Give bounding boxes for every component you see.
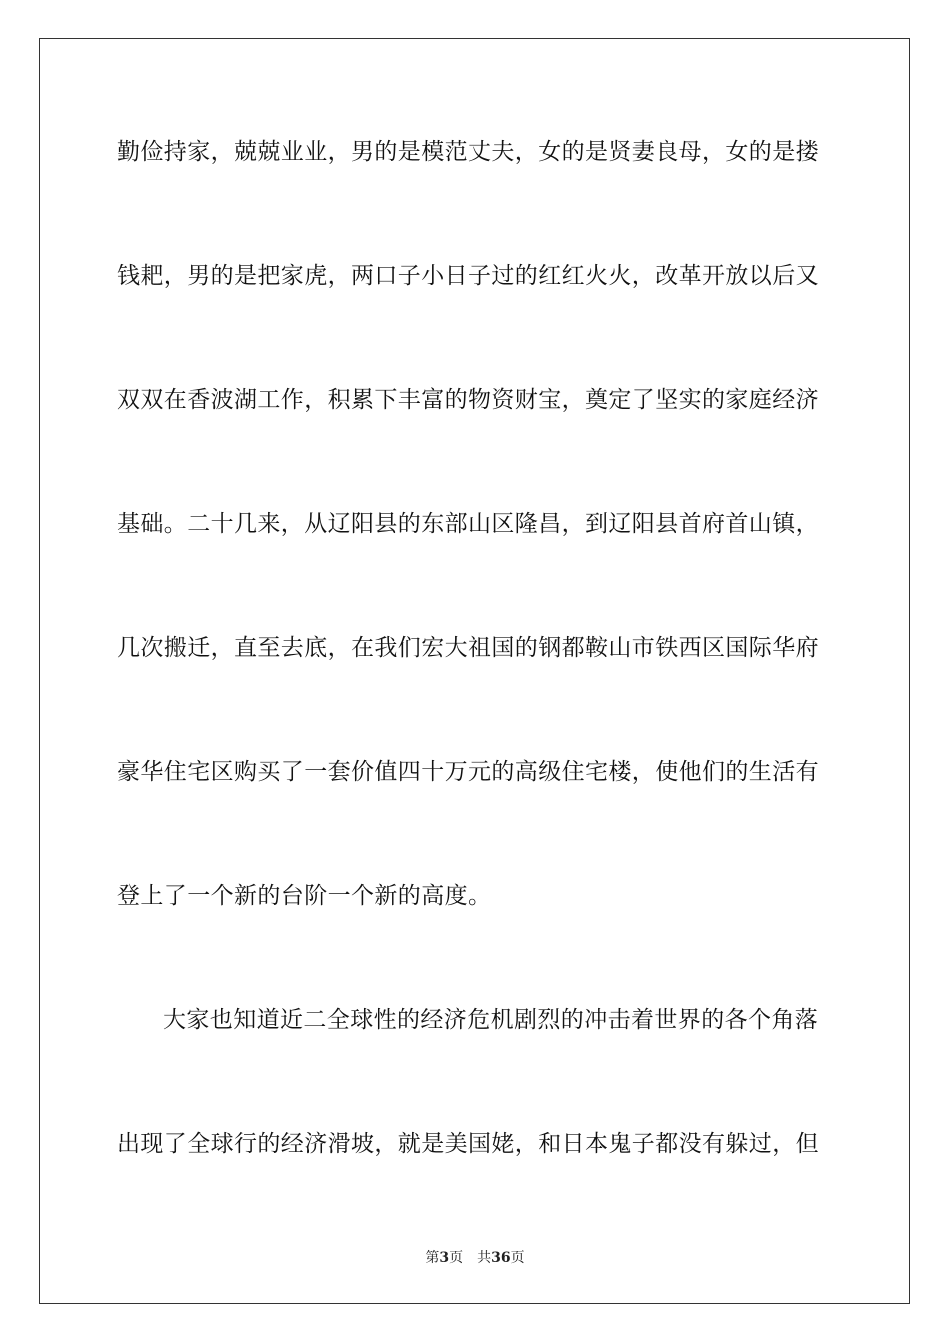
text-line-7: 登上了一个新的台阶一个新的高度。 [117, 883, 492, 909]
page-prefix: 第 [425, 1250, 440, 1266]
total-suffix: 页 [510, 1250, 525, 1266]
text-line-5: 几次搬迁，直至去底，在我们宏大祖国的钢都鞍山市铁西区国际华府 [117, 635, 819, 661]
page-number: 3 [439, 1250, 450, 1266]
text-line-8: 大家也知道近二全球性的经济危机剧烈的冲击着世界的各个角落 [163, 1007, 819, 1033]
body-text [117, 128, 837, 1244]
text-line-1: 勤俭持家，兢兢业业，男的是模范丈夫，女的是贤妻良母，女的是搂 [117, 139, 819, 165]
text-line-9: 出现了全球行的经济滑坡，就是美国姥，和日本鬼子都没有躲过，但 [117, 1131, 819, 1157]
total-prefix: 共 [477, 1250, 492, 1266]
page-suffix: 页 [449, 1250, 464, 1266]
text-line-2: 钱耙，男的是把家虎，两口子小日子过的红红火火，改革开放以后又 [117, 263, 819, 289]
text-line-6: 豪华住宅区购买了一套价值四十万元的高级住宅楼，使他们的生活有 [117, 759, 819, 785]
text-line-3: 双双在香波湖工作，积累下丰富的物资财宝，奠定了坚实的家庭经济 [117, 387, 819, 413]
text-line-4: 基础。二十几来，从辽阳县的东部山区隆昌，到辽阳县首府首山镇， [117, 511, 819, 537]
page-footer [0, 1247, 950, 1267]
total-pages: 36 [491, 1250, 511, 1266]
